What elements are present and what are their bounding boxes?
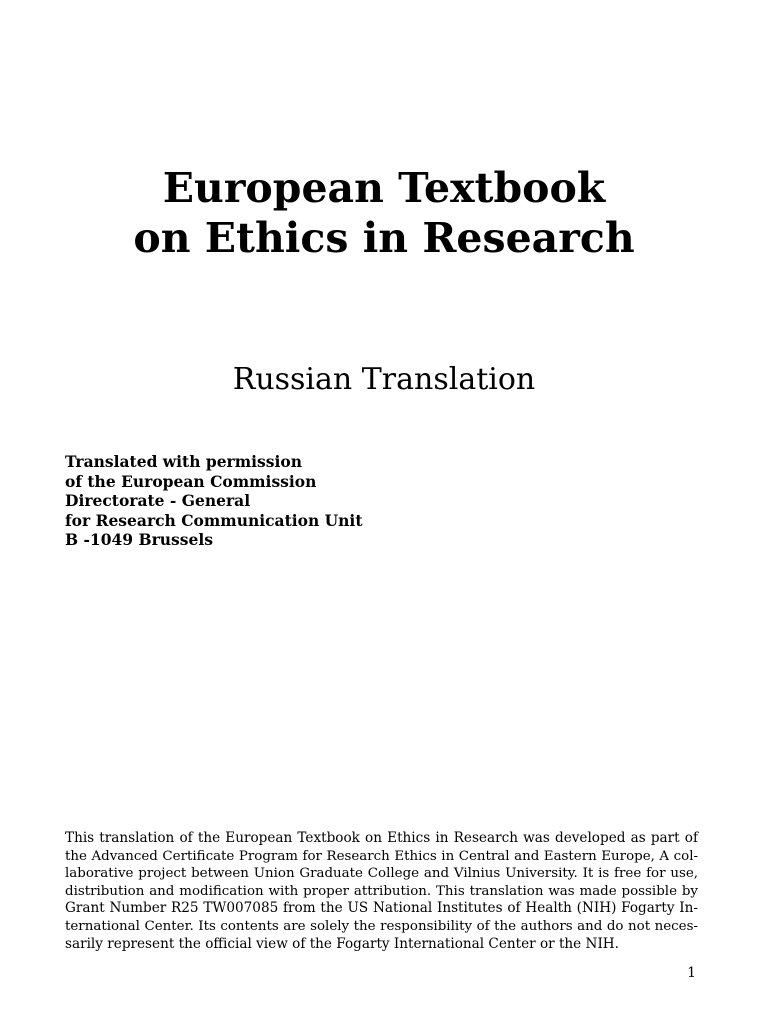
notice-line: ternational Center. Its contents are solely the responsibility of the authors and do not neces- <box>65 918 698 934</box>
permission-line: Translated with permission <box>65 452 302 471</box>
page-number: 1 <box>687 965 696 981</box>
document-subtitle: Russian Translation <box>232 362 536 397</box>
permission-line: Directorate - General <box>65 491 251 510</box>
title-line-1: European Textbook <box>162 164 606 212</box>
notice-line: distribution and modification with proper attribution. This translation was made possible by <box>65 883 698 899</box>
notice-line: sarily represent the official view of the Fogarty International Center or the NIH. <box>65 935 619 952</box>
permission-line: of the European Commission <box>65 471 317 491</box>
notice-line: This translation of the European Textbook on Ethics in Research was developed as part of <box>65 830 698 846</box>
notice-line: laborative project between Union Graduate College and Vilnius University. It is free for use, <box>65 866 698 882</box>
notice-line: Grant Number R25 TW007085 from the US National Institutes of Health (NIH) Fogarty In- <box>65 900 698 917</box>
permission-statement <box>65 452 362 550</box>
permission-line: B -1049 Brussels <box>65 530 213 549</box>
permission-line: for Research Communication Unit <box>65 510 363 530</box>
document-title <box>0 163 768 263</box>
notice-line: the Advanced Certificate Program for Research Ethics in Central and Eastern Europe, A col- <box>65 848 698 864</box>
funding-notice <box>65 830 698 953</box>
title-line-2: on Ethics in Research <box>133 214 635 262</box>
